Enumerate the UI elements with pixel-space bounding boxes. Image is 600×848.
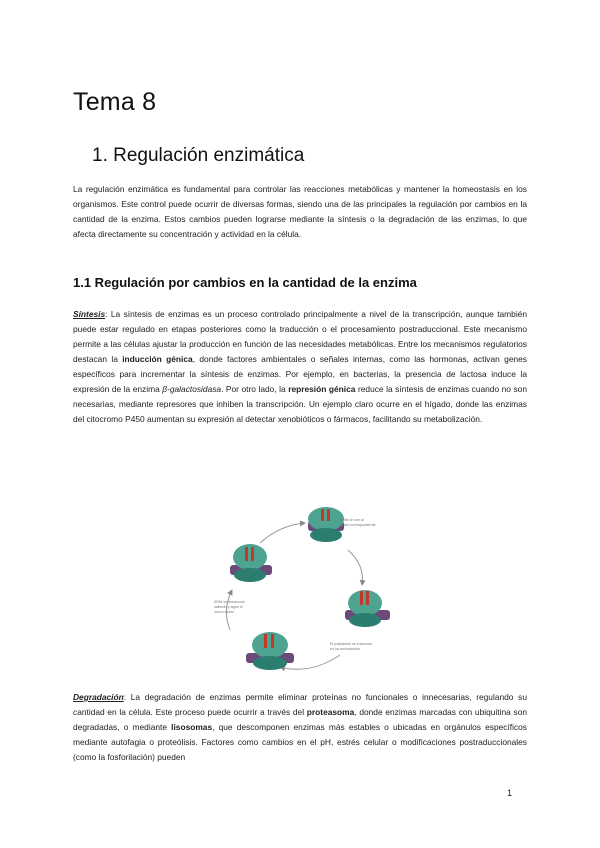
intro-paragraph: La regulación enzimática es fundamental para controlar las reacciones metabólicas y mantener la homeostasis en los organismos. Este control puede ocurrir de diversas formas, siendo una de las principales la regulación por cambios en la cantidad de la enzima. Estos cambios pueden lograrse mediante la síntesis o la degradación de las enzimas, lo que afecta directamente su concentración y actividad en la célula. xyxy=(73,184,527,239)
sintesis-text-1: : La síntesis de enzimas es un proceso controlado principalmente a nivel de la transcripción, aunque también puede estar regulado en etapas posteriores como la traducción o el procesamiento postraduccional. Este mecanismo permite a las células ajustar la producción en función de las necesidades metabólicas. Entre los mecanismos regulatorios destacan la xyxy=(73,309,527,364)
translation-cycle-figure xyxy=(200,505,400,680)
degradacion-label: Degradación xyxy=(73,692,124,702)
sintesis-label: Síntesis xyxy=(73,309,106,319)
section-heading: 1. Regulación enzimática xyxy=(92,145,305,166)
term-represion: represión génica xyxy=(288,384,356,394)
term-induccion: inducción génica xyxy=(122,354,193,364)
caption-left-1: ARNt se desvincula xyxy=(214,600,245,604)
sintesis-paragraph xyxy=(73,307,527,427)
term-lisosomas: lisosomas xyxy=(171,722,213,732)
caption-bottom-2: en los aminoácidos xyxy=(330,647,360,651)
cycle-arrow-top xyxy=(260,523,305,543)
ribosome-left xyxy=(230,544,272,582)
subsection-heading: 1.1 Regulación por cambios en la cantidad de la enzima xyxy=(73,275,417,290)
ribosome-top xyxy=(308,507,344,542)
caption-top-right-1: ARNt se une al xyxy=(340,518,364,522)
term-enzyme: β-galactosidasa xyxy=(162,384,222,394)
degradacion-paragraph xyxy=(73,690,527,765)
caption-top-right-2: codón correspondiente xyxy=(340,523,376,527)
caption-left-3: nuevo codón xyxy=(214,610,235,614)
ribosome-right xyxy=(345,590,390,627)
page-number: 1 xyxy=(507,788,513,798)
sintesis-text-3: . Por otro lado, la xyxy=(221,384,289,394)
degradacion-text-3: , que descomponen enzimas más estables o ubicadas en orgánulos específicos mediante autofagia o proteólisis. Factores como cambios en el pH, estrés celular o modificaciones postraduccionales (como la fosforilación) pueden xyxy=(73,722,527,762)
degradacion-text-1: : La degradación de enzimas permite eliminar proteínas no funcionales o innecesarias, regulando su cantidad en la célula. Este proceso puede ocurrir a través del xyxy=(73,692,527,717)
page-title: Tema 8 xyxy=(73,88,157,116)
caption-bottom-1: El polipéptido se encuentra xyxy=(330,642,373,646)
cycle-arrow-right xyxy=(348,550,362,585)
term-proteasoma: proteasoma xyxy=(306,707,355,717)
degradacion-text-2: , donde enzimas marcadas con ubiquitina son degradadas, o mediante xyxy=(73,707,528,732)
ribosome-bottom xyxy=(246,632,294,670)
sintesis-text-2: , donde factores ambientales o señales internas, como las hormonas, activan genes específicos para incrementar la síntesis de enzimas. Por ejemplo, en bacterias, la presencia de lactosa induce la expresión de la enzima xyxy=(73,354,527,394)
sintesis-text-4: reduce la síntesis de enzimas cuando no son necesarias, mediante represores que inhiben la transcripción. Un ejemplo claro ocurre en el hígado, donde las enzimas del citocromo P450 aumentan su expresión al detectar xenobióticos o fármacos, facilitando su metabolización. xyxy=(73,384,527,424)
caption-left-2: saliendo y sigue el xyxy=(214,605,243,609)
